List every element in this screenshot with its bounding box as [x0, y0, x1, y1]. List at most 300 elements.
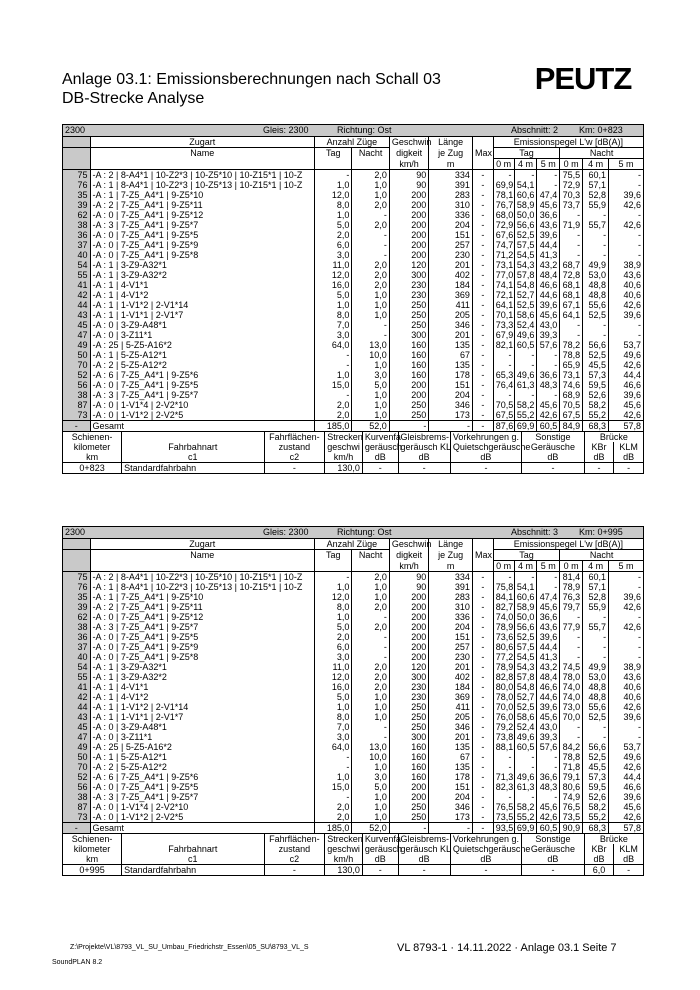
- nacht-count: 2,0: [352, 170, 389, 181]
- nacht-0m: -: [560, 250, 583, 260]
- length: 205: [429, 310, 473, 320]
- train-id: 42: [63, 290, 90, 300]
- nacht-0m: 78,8: [560, 752, 583, 762]
- total-nacht-4m: 68,3: [583, 421, 609, 432]
- nacht-5m: 38,9: [609, 260, 643, 270]
- max: -: [472, 722, 493, 732]
- nacht-count: -: [352, 210, 389, 220]
- max: -: [472, 230, 493, 240]
- train-id: 87: [63, 802, 90, 812]
- fahrbahnart-header: Fahrbahnart: [122, 442, 264, 452]
- param-zustand: -: [264, 865, 325, 876]
- tag-0m: 82,8: [493, 672, 514, 682]
- geschwin-header: Geschwin: [389, 137, 428, 148]
- table-row: [63, 200, 643, 210]
- param-sonstige: -: [522, 463, 585, 474]
- tag-count: 5,0: [315, 290, 352, 300]
- tag-4m: 61,3: [514, 782, 537, 792]
- length: 336: [429, 210, 473, 220]
- laenge-header: Länge: [429, 137, 473, 148]
- train-table: [63, 137, 643, 431]
- length: 135: [429, 762, 473, 772]
- speed: 250: [389, 320, 428, 330]
- speed: 90: [389, 180, 428, 190]
- max: -: [472, 632, 493, 642]
- nacht-4m: 52,5: [583, 752, 609, 762]
- train-name: -A : 2 | 7-Z5_A4*1 | 9-Z5*11: [90, 200, 314, 210]
- nacht-0m: 68,1: [560, 280, 583, 290]
- nacht-5m: -: [609, 320, 643, 330]
- speed: 250: [389, 722, 428, 732]
- tag-4m: 54,8: [514, 280, 537, 290]
- tag-4m: 58,9: [514, 602, 537, 612]
- tag-5m: -: [537, 350, 560, 360]
- tag-5m: 46,6: [537, 682, 560, 692]
- nacht-4m: 45,5: [583, 360, 609, 370]
- speed: 160: [389, 742, 428, 752]
- nacht-5m: 39,6: [609, 792, 643, 802]
- nacht-0m: -: [560, 320, 583, 330]
- nacht-0m: 73,1: [560, 370, 583, 380]
- nacht-count: 2,0: [352, 270, 389, 280]
- nacht-4m: -: [583, 732, 609, 742]
- nacht-4m: 59,5: [583, 380, 609, 390]
- tag-0m: 71,2: [493, 250, 514, 260]
- nacht-4m: 53,0: [583, 270, 609, 280]
- kbr-header: KBr: [584, 844, 613, 854]
- param-kbr: -: [584, 463, 613, 474]
- tag-4m: 52,5: [514, 702, 537, 712]
- train-id: 75: [63, 170, 90, 181]
- speed: 160: [389, 370, 428, 380]
- nacht-0m: 74,0: [560, 682, 583, 692]
- tag-emission-header: Tag: [493, 550, 560, 561]
- tag-0m: 78,0: [493, 692, 514, 702]
- length: 346: [429, 400, 473, 410]
- nacht-count: 1,0: [352, 290, 389, 300]
- max: -: [472, 782, 493, 792]
- page-title: Anlage 03.1: Emissionsberechnungen nach Schall 03: [62, 71, 441, 88]
- logo-graphic: [528, 58, 638, 98]
- tag-0m: 74,1: [493, 280, 514, 290]
- total-tag-count: 185,0: [315, 823, 352, 834]
- tag-4m: 58,2: [514, 400, 537, 410]
- nacht-header: Nacht: [352, 550, 389, 561]
- tag-0m: 82,3: [493, 782, 514, 792]
- nacht-0m: 80,6: [560, 782, 583, 792]
- length: 346: [429, 320, 473, 330]
- nacht-0m: 78,9: [560, 582, 583, 592]
- table-row: [63, 712, 643, 722]
- max: -: [472, 762, 493, 772]
- tag-4m: 54,3: [514, 662, 537, 672]
- tag-5m: 39,3: [537, 330, 560, 340]
- total-dash: -: [63, 823, 90, 834]
- tag-count: 1,0: [315, 210, 352, 220]
- table-row: [63, 722, 643, 732]
- nacht-count: 1,0: [352, 702, 389, 712]
- nacht-0m: 68,1: [560, 290, 583, 300]
- train-name: -A : 0 | 3-Z9-A48*1: [90, 320, 314, 330]
- max: -: [472, 390, 493, 400]
- geschwin-header: Geschwin: [389, 539, 428, 550]
- max: -: [472, 622, 493, 632]
- max: -: [472, 360, 493, 370]
- train-id: 38: [63, 220, 90, 230]
- tag-4m: 54,5: [514, 250, 537, 260]
- param-kurven: -: [362, 865, 398, 876]
- nacht-emission-header: Nacht: [560, 550, 643, 561]
- tag-0m: -: [493, 752, 514, 762]
- param-kilometer: 0+823: [79, 463, 105, 473]
- max: -: [472, 712, 493, 722]
- tag-0m: -: [493, 360, 514, 370]
- speed: 300: [389, 732, 428, 742]
- nacht-5m: 40,6: [609, 692, 643, 702]
- length: 402: [429, 270, 473, 280]
- tag-count: 64,0: [315, 340, 352, 350]
- max: -: [472, 180, 493, 190]
- tag-5m: 39,6: [537, 300, 560, 310]
- tag-count: 7,0: [315, 722, 352, 732]
- tag-0m: 68,0: [493, 210, 514, 220]
- length: 346: [429, 802, 473, 812]
- train-name: -A : 2 | 7-Z5_A4*1 | 9-Z5*11: [90, 602, 314, 612]
- nacht-count: 1,0: [352, 712, 389, 722]
- c2-unit: c2: [264, 452, 325, 463]
- strecken-header: Strecken: [325, 834, 363, 845]
- nacht-0m: 70,3: [560, 190, 583, 200]
- nacht-5m: 42,6: [609, 360, 643, 370]
- abschnitt-label: Abschnitt: 2: [511, 125, 559, 135]
- nacht-4m: 52,8: [583, 592, 609, 602]
- richtung-label: Richtung: Ost: [337, 527, 392, 537]
- nacht-5m: 44,4: [609, 772, 643, 782]
- params-header-1: [63, 834, 643, 845]
- nacht-count: 1,0: [352, 802, 389, 812]
- speed: 200: [389, 612, 428, 622]
- nacht-count: 2,0: [352, 280, 389, 290]
- tag-5m: 45,6: [537, 802, 560, 812]
- total-nacht-5m: 57,8: [609, 823, 643, 834]
- nacht-5m: -: [609, 582, 643, 592]
- nacht-4m: 57,3: [583, 772, 609, 782]
- tag-4m: -: [514, 572, 537, 583]
- max: -: [472, 752, 493, 762]
- header-row-1: [63, 539, 643, 550]
- tag-5m: 45,6: [537, 602, 560, 612]
- nacht-count: -: [352, 652, 389, 662]
- train-name: -A : 0 | 3-Z11*1: [90, 732, 314, 742]
- train-name: -A : 0 | 7-Z5_A4*1 | 9-Z5*12: [90, 612, 314, 622]
- train-id: 41: [63, 280, 90, 290]
- nacht-count: 2,0: [352, 682, 389, 692]
- nacht-5m: 42,6: [609, 200, 643, 210]
- table-row: [63, 400, 643, 410]
- speed: 90: [389, 572, 428, 583]
- param-klm: -: [614, 463, 643, 474]
- max: -: [472, 642, 493, 652]
- nacht-0m: 76,5: [560, 802, 583, 812]
- tag-4m: 49,6: [514, 370, 537, 380]
- train-name: -A : 0 | 7-Z5_A4*1 | 9-Z5*5: [90, 632, 314, 642]
- emission-header: Emissionspegel L'w [dB(A)]: [493, 539, 643, 550]
- nacht-5m: -: [609, 330, 643, 340]
- nacht-5m: -: [609, 170, 643, 181]
- tag-5m: 44,6: [537, 692, 560, 702]
- abschnitt-label: Abschnitt: 3: [511, 527, 559, 537]
- tag-4m: 56,6: [514, 622, 537, 632]
- tag-0m: 70,5: [493, 400, 514, 410]
- tag-0m: -: [493, 170, 514, 181]
- max: -: [472, 742, 493, 752]
- train-id: 55: [63, 270, 90, 280]
- nacht-4m: 52,6: [583, 390, 609, 400]
- max: -: [472, 732, 493, 742]
- param-zustand: -: [264, 463, 325, 474]
- tag-count: 3,0: [315, 732, 352, 742]
- tag-header: Tag: [315, 148, 352, 159]
- peutz-logo: [528, 58, 638, 98]
- nacht-count: 1,0: [352, 692, 389, 702]
- nacht-count: -: [352, 230, 389, 240]
- train-name: -A : 1 | 8-A4*1 | 10-Z2*3 | 10-Z5*13 | 10-Z15*1 | 10-Z: [90, 582, 314, 592]
- length: 67: [429, 350, 473, 360]
- speed: 250: [389, 300, 428, 310]
- length: 283: [429, 592, 473, 602]
- max: -: [472, 692, 493, 702]
- nacht-0m: 68,9: [560, 390, 583, 400]
- max: -: [472, 300, 493, 310]
- train-name: -A : 0 | 3-Z9-A48*1: [90, 722, 314, 732]
- length: 173: [429, 410, 473, 421]
- param-strecken-speed: 130,0: [325, 865, 363, 876]
- total-length: -: [429, 823, 473, 834]
- total-tag-count: 185,0: [315, 421, 352, 432]
- max: -: [472, 270, 493, 280]
- nacht-0m-header: 0 m: [560, 561, 583, 572]
- tag-0m: 88,1: [493, 742, 514, 752]
- track-id: 2300: [65, 125, 86, 135]
- param-quietsch: -: [450, 865, 521, 876]
- length: 201: [429, 662, 473, 672]
- train-name: -A : 0 | 7-Z5_A4*1 | 9-Z5*5: [90, 380, 314, 390]
- nacht-count: 3,0: [352, 772, 389, 782]
- train-name: -A : 1 | 8-A4*1 | 10-Z2*3 | 10-Z5*13 | 10-Z15*1 | 10-Z: [90, 180, 314, 190]
- total-nacht-count: 52,0: [352, 823, 389, 834]
- tag-5m: 43,2: [537, 662, 560, 672]
- gleis-label: Gleis: 2300: [263, 527, 309, 537]
- nacht-4m: 60,1: [583, 170, 609, 181]
- train-name: -A : 1 | 5-Z5-A12*1: [90, 752, 314, 762]
- nacht-0m: 72,9: [560, 180, 583, 190]
- nacht-5m: -: [609, 722, 643, 732]
- c2-unit: c2: [264, 854, 325, 865]
- km-label: Km: 0+823: [579, 125, 623, 135]
- train-id: 50: [63, 350, 90, 360]
- tag-5m: 44,6: [537, 290, 560, 300]
- length: 411: [429, 300, 473, 310]
- tag-count: 12,0: [315, 190, 352, 200]
- max: -: [472, 310, 493, 320]
- max: -: [472, 812, 493, 823]
- db-unit-4: dB: [522, 452, 585, 463]
- nacht-4m: 55,6: [583, 702, 609, 712]
- nacht-count: 10,0: [352, 350, 389, 360]
- table-row: [63, 260, 643, 270]
- tag-0m: 73,6: [493, 632, 514, 642]
- je-zug-header: je Zug: [429, 550, 473, 561]
- nacht-4m-header: 4 m: [583, 159, 609, 170]
- nacht-0m: -: [560, 732, 583, 742]
- nacht-0m: 81,4: [560, 572, 583, 583]
- section-bar: [63, 527, 643, 539]
- sonstige-header: Sonstige: [522, 834, 585, 845]
- train-id: 70: [63, 360, 90, 370]
- geschwi-header: geschwi: [325, 442, 363, 452]
- table-row: [63, 170, 643, 181]
- train-id: 55: [63, 672, 90, 682]
- tag-0m: 73,8: [493, 732, 514, 742]
- nacht-4m-header: 4 m: [583, 561, 609, 572]
- max: -: [472, 170, 493, 181]
- nacht-4m: 49,9: [583, 662, 609, 672]
- nacht-5m: 53,7: [609, 340, 643, 350]
- table-row: [63, 180, 643, 190]
- name-header: Name: [90, 550, 314, 561]
- tag-count: -: [315, 170, 352, 181]
- train-id: 43: [63, 712, 90, 722]
- tag-count: 7,0: [315, 320, 352, 330]
- nacht-4m: 52,6: [583, 792, 609, 802]
- m-unit: m: [429, 561, 473, 572]
- tag-0m: 76,4: [493, 380, 514, 390]
- nacht-5m: -: [609, 240, 643, 250]
- total-dash: -: [63, 421, 90, 432]
- kmh2-unit: km/h: [325, 452, 363, 463]
- nacht-4m: -: [583, 722, 609, 732]
- train-id: 44: [63, 300, 90, 310]
- max: -: [472, 672, 493, 682]
- nacht-5m: -: [609, 230, 643, 240]
- nacht-0m: 78,2: [560, 340, 583, 350]
- nacht-count: 2,0: [352, 220, 389, 230]
- tag-0m: 71,3: [493, 772, 514, 782]
- nacht-5m: 44,4: [609, 370, 643, 380]
- max: -: [472, 400, 493, 410]
- total-nacht-count: 52,0: [352, 421, 389, 432]
- speed: 200: [389, 642, 428, 652]
- total-label: Gesamt: [90, 823, 314, 834]
- nacht-4m: 48,8: [583, 692, 609, 702]
- tag-count: 1,0: [315, 702, 352, 712]
- speed: 160: [389, 752, 428, 762]
- speed: 90: [389, 170, 428, 181]
- tag-0m: 75,8: [493, 582, 514, 592]
- total-nacht-0m: 84,9: [560, 421, 583, 432]
- train-name: -A : 1 | 1-V1*2 | 2-V1*14: [90, 702, 314, 712]
- speed: 160: [389, 340, 428, 350]
- table-row: [63, 612, 643, 622]
- tag-count: 3,0: [315, 652, 352, 662]
- nacht-0m: 78,8: [560, 350, 583, 360]
- table-row: [63, 230, 643, 240]
- tag-count: 12,0: [315, 672, 352, 682]
- tag-count: -: [315, 762, 352, 772]
- train-id: 39: [63, 200, 90, 210]
- train-id: 70: [63, 762, 90, 772]
- train-id: 44: [63, 702, 90, 712]
- tag-count: 3,0: [315, 250, 352, 260]
- tag-4m: 57,8: [514, 270, 537, 280]
- tag-count: 8,0: [315, 310, 352, 320]
- nacht-0m: 79,7: [560, 602, 583, 612]
- total-speed: -: [389, 421, 428, 432]
- tag-4m: 57,8: [514, 672, 537, 682]
- max: -: [472, 572, 493, 583]
- nacht-0m: 73,0: [560, 702, 583, 712]
- nacht-0m: 73,5: [560, 812, 583, 823]
- length: 310: [429, 602, 473, 612]
- train-table: [63, 539, 643, 833]
- train-name: -A : 2 | 5-Z5-A12*2: [90, 762, 314, 772]
- speed: 200: [389, 782, 428, 792]
- tag-4m: 52,5: [514, 632, 537, 642]
- param-fahrbahnart: Standardfahrbahn: [122, 463, 264, 474]
- nacht-4m: 48,8: [583, 280, 609, 290]
- speed: 200: [389, 210, 428, 220]
- nacht-4m: 57,3: [583, 370, 609, 380]
- quietsch-header: Quietschgeräusche: [450, 844, 521, 854]
- length: 201: [429, 260, 473, 270]
- kilometer-header: kilometer: [73, 442, 111, 452]
- nacht-4m: 45,5: [583, 762, 609, 772]
- total-row: [63, 823, 643, 834]
- kmh-unit: km/h: [389, 561, 428, 572]
- length: 184: [429, 280, 473, 290]
- tag-4m: -: [514, 170, 537, 181]
- zustand-header: zustand: [264, 442, 325, 452]
- tag-count: 2,0: [315, 632, 352, 642]
- length: 151: [429, 632, 473, 642]
- param-kbr: 6,0: [584, 865, 613, 876]
- speed: 160: [389, 350, 428, 360]
- tag-5m: -: [537, 360, 560, 370]
- tag-0m: 77,2: [493, 652, 514, 662]
- train-name: -A : 0 | 7-Z5_A4*1 | 9-Z5*8: [90, 250, 314, 260]
- nacht-0m: 73,7: [560, 200, 583, 210]
- train-name: -A : 0 | 7-Z5_A4*1 | 9-Z5*5: [90, 230, 314, 240]
- speed: 230: [389, 682, 428, 692]
- nacht-0m: -: [560, 240, 583, 250]
- db-unit-1: dB: [362, 452, 398, 463]
- train-name: -A : 0 | 1-V1*2 | 2-V2*5: [90, 410, 314, 421]
- speed: 250: [389, 410, 428, 421]
- table-row: [63, 280, 643, 290]
- nacht-count: 1,0: [352, 360, 389, 370]
- nacht-count: -: [352, 722, 389, 732]
- nacht-4m: 58,2: [583, 400, 609, 410]
- train-name: -A : 2 | 8-A4*1 | 10-Z2*3 | 10-Z5*10 | 10-Z15*1 | 10-Z: [90, 170, 314, 181]
- nacht-count: 2,0: [352, 622, 389, 632]
- db-unit-6: dB: [614, 854, 643, 865]
- nacht-count: -: [352, 732, 389, 742]
- nacht-4m: 60,1: [583, 572, 609, 583]
- tag-4m: 57,5: [514, 642, 537, 652]
- tag-0m: 78,9: [493, 662, 514, 672]
- nacht-0m: 76,3: [560, 592, 583, 602]
- nacht-count: 1,0: [352, 180, 389, 190]
